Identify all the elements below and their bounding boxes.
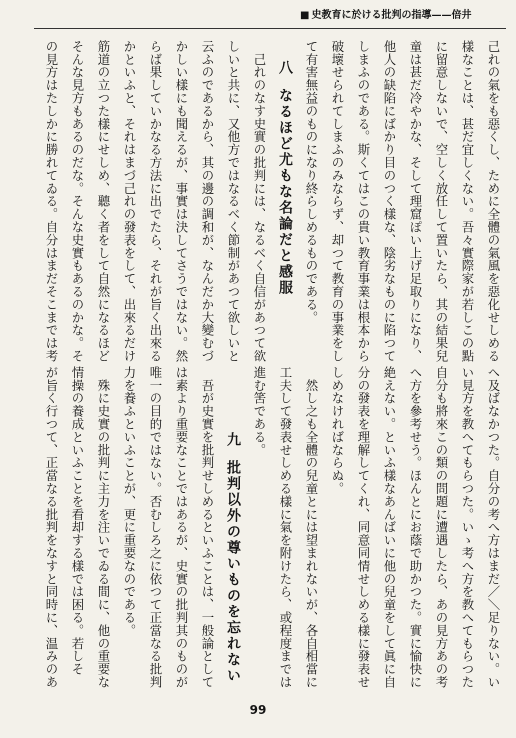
text-line: 己れの氣をも惡くし、ために全體の氣風を惡化せしめる: [486, 40, 501, 363]
running-head: [300, 6, 506, 21]
text-line: て有害無益のものになり終らしめるものである。: [304, 40, 319, 324]
text-line: そんな見方もあるのだな。そんな史實もあるのかな。そ: [70, 40, 85, 363]
text-line: い見方を教へてもらつた。いゝ考へ方を教へてもらつた: [460, 366, 475, 689]
top-text-block: [38, 40, 506, 363]
text-line: しいと共に、又他方ではなるべく節制があつて欲しいと: [226, 40, 241, 363]
text-line: 他人の缺陷にばかり目のつく樣な、陰劣なものに陷つて: [382, 40, 397, 363]
text-line: しめなければならぬ。: [330, 366, 345, 495]
text-line: は素より重要なことではあるが、史實の批判其のものが: [174, 366, 189, 689]
section-title: 批判以外の尊いものを忘れない: [225, 460, 241, 684]
text-line: 殊に史實の批判に主力を注いでゐる間に、他の重要な: [96, 378, 111, 689]
bottom-text-block: [38, 366, 506, 696]
text-line: 唯一の目的ではない。否むしろ之に依つて正當なる批判: [148, 366, 163, 689]
header-rule: [34, 28, 506, 29]
text-line: 然し之も全體の兒童とには望まれないが、各自相當に: [304, 378, 319, 689]
page-number: 99: [249, 703, 267, 717]
text-line: 情操の養成といふことを看却する樣では困る。若しそ: [70, 366, 85, 676]
text-line: の見方はたしかに勝れてゐる。自分はまだそこまでは考: [44, 40, 59, 363]
text-line: かといふと、それはまづ己れの發表をして、出來るだけ: [122, 40, 137, 363]
text-line: へ及ばなかつた。自分の考へ方はまだ／＼足りない。い: [486, 366, 501, 689]
text-line: が旨く行つて、正當なる批判をなすと同時に、温みのあ: [44, 366, 59, 689]
text-line: 云ふのであるから、其の邊の調和が、なんだか大變むづ: [200, 40, 215, 363]
text-line: 工夫して發表せしめる樣に氣を附けたら、或程度までは: [278, 366, 293, 689]
text-line: に留意しないで、空しく放任して置いたら、其の結果兒: [434, 40, 449, 363]
text-line: らば果していかなる方法に出でたら、それが旨く出來る: [148, 40, 163, 363]
text-line: 絶えない。といふ樣なあんばいに他の兒童をして眞に自: [382, 366, 397, 689]
text-line: かしい樣にも聞えるが、事實は決してさうではない。然: [174, 40, 189, 363]
section-heading-8: [272, 40, 298, 330]
running-head-mark: ■: [300, 10, 310, 21]
text-line: 樣なことは、甚だ宜しくない。吾々實際家が若しこの點: [460, 40, 475, 363]
text-line: 進む筈である。: [252, 366, 267, 457]
section-number: 九: [225, 432, 241, 448]
text-line: へ方を參考せう。ほんとにお蔭で助かつた。實に愉快に: [408, 366, 423, 689]
text-line: 自分も將來この類の問題に遭遇したら、あの見方あの考: [434, 366, 449, 689]
section-title: なるほど尤もな名論だと感服: [277, 88, 293, 296]
text-line: 分の發表を理解してくれ、同意同情せしめる樣に發表せ: [356, 366, 371, 689]
text-line: 力を養ふといふことが、更に重要なのである。: [122, 366, 137, 637]
text-line: しまふのである。斯くてはこの貴い教育事業は根本から: [356, 40, 371, 363]
text-line: 吾が史實を批判せしめるといふことは、一般論として: [200, 378, 215, 689]
text-line: 童は甚だ冷やかな、そして理窟ぽい上げ足取りになり、: [408, 40, 423, 363]
section-heading-9: [220, 366, 246, 696]
text-line: 破壞せられてしまふのみならず、却つて教育の事業をし: [330, 40, 345, 363]
text-line: 筋道の立つた樣にせしめ、聽く者をして自然になるほど: [96, 40, 111, 363]
section-number: 八: [277, 60, 293, 76]
text-line: 己れのなす史實の批判には、なるべく自信があつて欲: [252, 52, 267, 363]
running-head-text: 史教育に於ける批判の指導——倍井: [311, 10, 472, 21]
